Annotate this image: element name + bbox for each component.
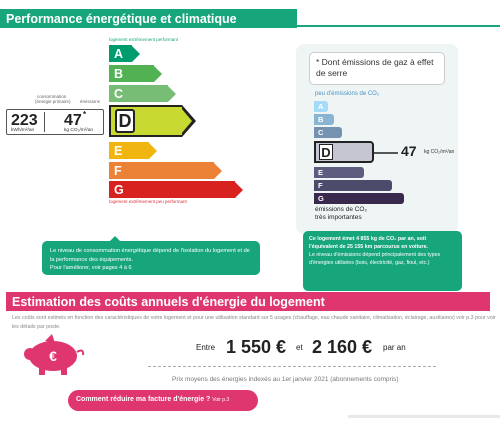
energy-note-link: Pour l'améliorer, voir pages 4 à 6 bbox=[50, 265, 132, 272]
emissions-unit: kg CO₂/m²/an bbox=[64, 128, 94, 133]
emissions-star: * bbox=[83, 110, 87, 119]
ghg-note bbox=[303, 231, 462, 291]
dashed-divider bbox=[148, 366, 436, 367]
energy-class-f: F bbox=[109, 162, 222, 179]
ghg-class-b: B bbox=[314, 114, 334, 125]
and-label: et bbox=[296, 343, 303, 352]
reduce-bill-button[interactable] bbox=[68, 390, 258, 411]
ghg-class-f: F bbox=[314, 180, 392, 191]
consumption-value: 223 bbox=[11, 112, 38, 129]
scale-bottom-label: logement extrêmement peu performant bbox=[109, 199, 187, 204]
section-title-costs: Estimation des coûts annuels d'énergie du logement bbox=[6, 292, 490, 311]
ghg-value: 47 bbox=[401, 143, 417, 159]
low-cost-value: 1 550 € bbox=[226, 337, 287, 357]
ghg-unit: kg CO₂/m²/an bbox=[424, 149, 455, 155]
costs-description: Les coûts sont estimés en fonction des caractéristiques de votre logement et pour une utilisation standard sur 5 usages (chauffage, eau chaude sanitaire, climatisation, éclairage, auxiliaires) voir p.3 pour voir les détails par poste. bbox=[12, 315, 496, 330]
reduce-bill-ref: Voir p.3 bbox=[212, 397, 230, 403]
ghg-class-a: A bbox=[314, 101, 328, 112]
consumption-label: consommation bbox=[37, 94, 67, 99]
consumption-sublabel: (énergie primaire) bbox=[35, 99, 71, 104]
ghg-bottom-label-1: émissions de CO₂ bbox=[315, 206, 368, 213]
ghg-class-c: C bbox=[314, 127, 342, 138]
header-rule bbox=[297, 25, 500, 27]
value-separator bbox=[44, 112, 45, 132]
high-cost-value: 2 160 € bbox=[312, 337, 373, 357]
price-note: Prix moyens des énergies indexés au 1er janvier 2021 (abonnements compris) bbox=[172, 376, 399, 383]
ghg-class-e: E bbox=[314, 167, 364, 178]
ghg-title-box bbox=[309, 52, 445, 85]
ghg-class-g: G bbox=[314, 193, 404, 204]
ghg-class-d-current bbox=[314, 141, 374, 163]
emissions-label: émissions bbox=[80, 99, 101, 104]
consumption-unit: kWh/m²/an bbox=[11, 128, 35, 133]
energy-class-d-current bbox=[109, 105, 196, 137]
scale-top-label: logement extrêmement performant bbox=[109, 37, 179, 42]
piggy-bank-icon bbox=[17, 332, 87, 380]
ghg-pointer-line bbox=[374, 150, 398, 156]
section-title-performance: Performance énergétique et climatique bbox=[0, 9, 297, 28]
current-class-letter: D bbox=[115, 109, 135, 133]
per-year-label: par an bbox=[383, 343, 406, 352]
energy-class-a: A bbox=[109, 45, 140, 62]
ghg-note-bold: Ce logement émet 4 855 kg de CO₂ par an, soit l'équivalent de 25 155 km parcourus en voiture. bbox=[309, 236, 429, 250]
energy-class-g: G bbox=[109, 181, 243, 198]
reduce-bill-label: Comment réduire ma facture d'énergie ? bbox=[76, 396, 211, 403]
energy-class-c: C bbox=[109, 85, 176, 102]
energy-class-b: B bbox=[109, 65, 162, 82]
energy-note-text: Le niveau de consommation énergétique dépend de l'isolation du logement et de la performance des équipements. bbox=[50, 248, 250, 263]
ghg-note-body: Le niveau d'émissions dépend principalement des types d'énergies utilisées (bois, électricité, gaz, fioul, etc.) bbox=[309, 251, 441, 266]
bottom-rule bbox=[348, 415, 500, 418]
energy-class-e: E bbox=[109, 142, 157, 159]
ghg-current-class-letter: D bbox=[319, 144, 333, 160]
energy-note bbox=[42, 241, 260, 275]
ghg-top-label: peu d'émissions de CO₂ bbox=[315, 91, 380, 97]
pig-euro-symbol: € bbox=[49, 348, 57, 364]
between-label: Entre bbox=[196, 343, 216, 352]
ghg-title: * Dont émissions de gaz à effet de serre bbox=[316, 57, 434, 78]
ghg-bottom-label-2: très importantes bbox=[315, 214, 362, 221]
emissions-value: 47 bbox=[64, 112, 82, 129]
